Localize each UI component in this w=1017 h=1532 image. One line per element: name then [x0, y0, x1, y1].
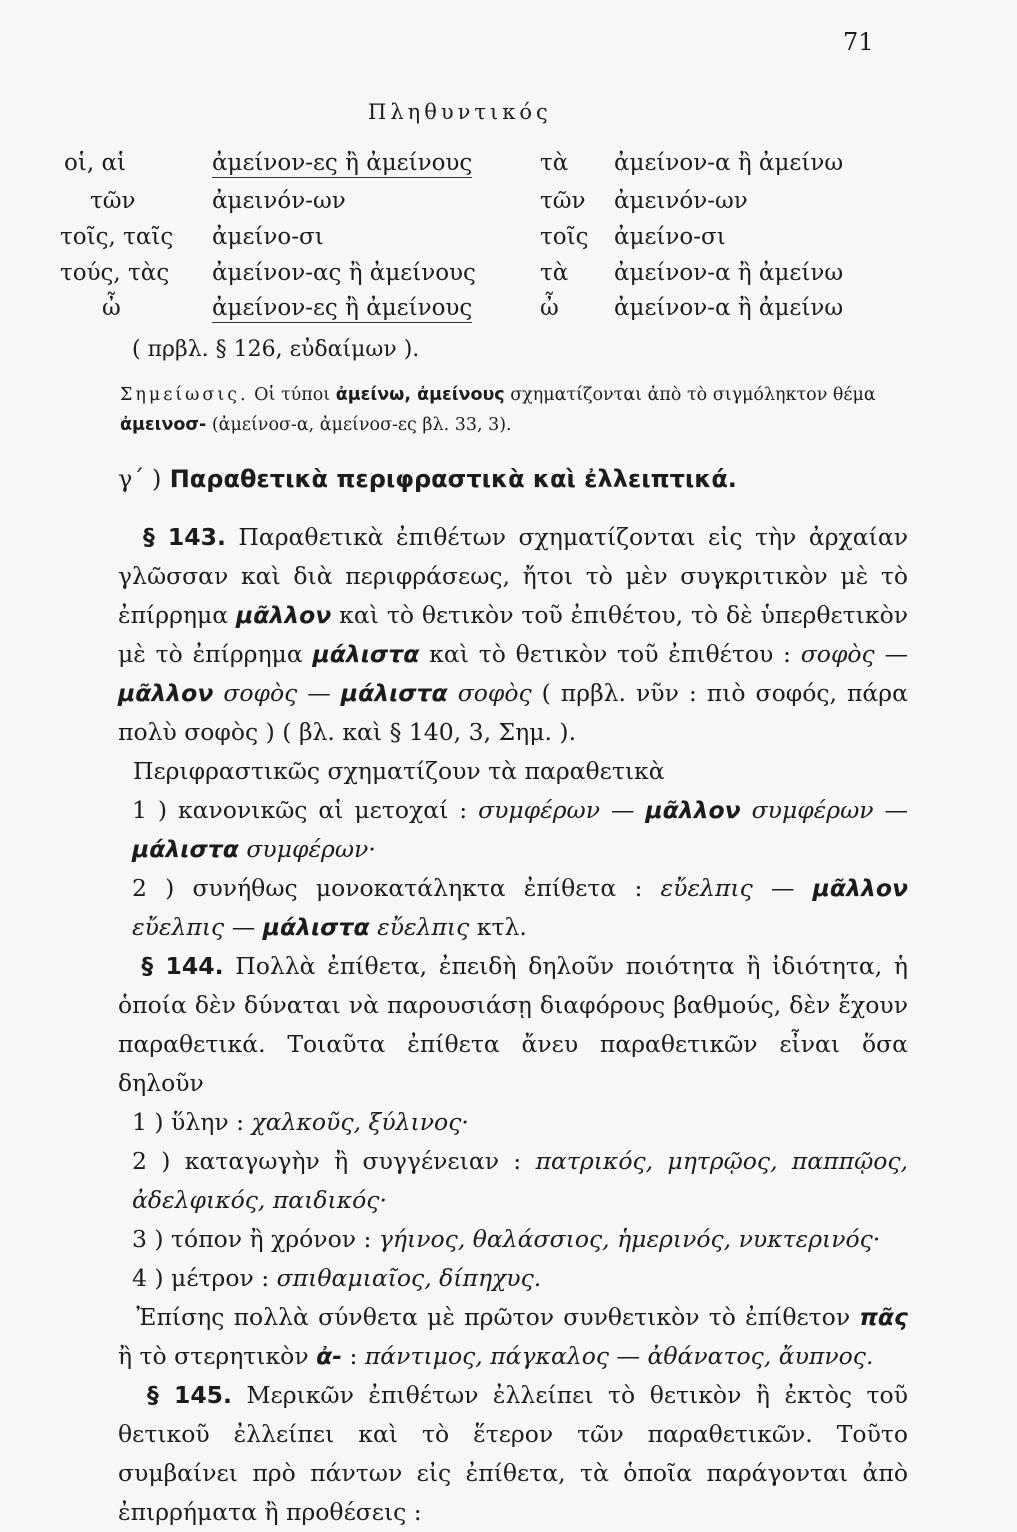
form: ἀμεινόν-ων: [212, 188, 346, 214]
neuter-article: τοῖς: [540, 224, 589, 250]
form: ἀμείνον-ες ἢ ἀμείνους: [212, 295, 473, 321]
neuter-form: ἀμεινόν-ων: [614, 188, 748, 214]
article: τῶν: [90, 188, 136, 214]
article: τοῖς, ταῖς: [60, 224, 174, 250]
neuter-article: ὦ: [540, 295, 559, 321]
paragraph-144: § 144. Πολλὰ ἐπίθετα, ἐπειδὴ δηλοῦν ποιότητα ἢ ἰδιότητα, ἡ ὁποία δὲν δύναται νὰ παρουσιάσῃ διαφόρους βαθμούς, δὲν ἔχουν παραθετικά. Τοιαῦτα ἐπίθετα ἄνευ παραθετικῶν εἶναι ὅσα δηλοῦν: [118, 952, 908, 1097]
neuter-form: ἀμείνον-α ἢ ἀμείνω: [614, 295, 844, 321]
neuter-article: τὰ: [540, 260, 569, 286]
neuter-form: ἀμείνον-α ἢ ἀμείνω: [614, 260, 844, 286]
section-heading: γ΄ ) Παραθετικὰ περιφραστικὰ καὶ ἐλλειπτικά.: [118, 465, 737, 493]
article: ὦ: [102, 295, 121, 321]
form: ἀμείνο-σι: [212, 224, 324, 250]
declension-row: [0, 295, 1017, 339]
neuter-article: τῶν: [540, 188, 586, 214]
neuter-article: τὰ: [540, 150, 569, 176]
form: ἀμείνον-ες ἢ ἀμείνους: [212, 150, 473, 176]
paragraph-intro: Περιφραστικῶς σχηματίζουν τὰ παραθετικὰ: [132, 757, 665, 785]
list-item: 2 ) συνήθως μονοκατάληκτα ἐπίθετα : εὔελπις — μᾶλλον εὔελπις — μάλιστα εὔελπις κτλ.: [132, 874, 908, 941]
paragraph-145: § 145. Μερικῶν ἐπιθέτων ἐλλείπει τὸ θετικὸν ἢ ἐκτὸς τοῦ θετικοῦ ἐλλείπει καὶ τὸ ἕτερον τῶν παραθετικῶν. Τοῦτο συμβαίνει πρὸ πάντων εἰς ἐπίθετα, τὰ ὁποῖα παράγονται ἀπὸ ἐπιρρήματα ἢ προθέσεις :: [118, 1381, 908, 1526]
compare-reference: ( πρβλ. § 126, εὐδαίμων ).: [132, 337, 420, 362]
note: Σημείωσις. Οἱ τύποι ἀμείνω, ἀμείνους σχηματίζονται ἀπὸ τὸ σιγμόληκτον θέμα ἀμεινοσ- (ἀμείνοσ-α, ἀμείνοσ-ες βλ. 33, 3).: [120, 385, 876, 435]
paragraph-143: § 143. Παραθετικὰ ἐπιθέτων σχηματίζονται εἰς τὴν ἀρχαίαν γλῶσσαν καὶ διὰ περιφράσεως, ἤτοι τὸ μὲν συγκριτικὸν μὲ τὸ ἐπίρρημα μᾶλλον καὶ τὸ θετικὸν τοῦ ἐπιθέτου, τὸ δὲ ὑπερθετικὸν μὲ τὸ ἐπίρρημα μάλιστα καὶ τὸ θετικὸν τοῦ ἐπιθέτου : σοφὸς — μᾶλλον σοφὸς — μάλιστα σοφὸς ( πρβλ. νῦν : πιὸ σοφός, πάρα πολὺ σοφὸς ) ( βλ. καὶ § 140, 3, Σημ. ).: [118, 523, 908, 746]
form: ἀμείνον-ας ἢ ἀμείνους: [212, 260, 476, 286]
note-label: Σημείωσις.: [120, 385, 249, 405]
list-item: 3 ) τόπον ἢ χρόνον : γήινος, θαλάσσιος, ἡμερινός, νυκτερινός·: [132, 1225, 881, 1253]
paragraph-also: Ἐπίσης πολλὰ σύνθετα μὲ πρῶτον συνθετικὸν τὸ ἐπίθετον πᾶς ἢ τὸ στερητικὸν ἀ- : πάντιμος, πάγκαλος — ἀθάνατος, ἄυπνος.: [118, 1303, 908, 1370]
plural-title: Πληθυντικός: [368, 100, 552, 124]
list-item: 1 ) κανονικῶς αἱ μετοχαί : συμφέρων — μᾶλλον συμφέρων — μάλιστα συμφέρων·: [132, 796, 908, 863]
article: οἱ, αἱ: [64, 150, 127, 176]
list-item: 1 ) ὕλην : χαλκοῦς, ξύλινος·: [132, 1108, 469, 1136]
list-item: 2 ) καταγωγὴν ἢ συγγένειαν : πατρικός, μητρῷος, παππῷος, ἀδελφικός, παιδικός·: [132, 1147, 909, 1214]
body-text: [118, 518, 908, 1532]
neuter-form: ἀμείνο-σι: [614, 224, 726, 250]
article: τούς, τὰς: [60, 260, 170, 286]
neuter-form: ἀμείνον-α ἢ ἀμείνω: [614, 150, 844, 176]
page-number: 71: [843, 28, 874, 56]
list-item: 4 ) μέτρον : σπιθαμιαῖος, δίπηχυς.: [132, 1264, 542, 1292]
